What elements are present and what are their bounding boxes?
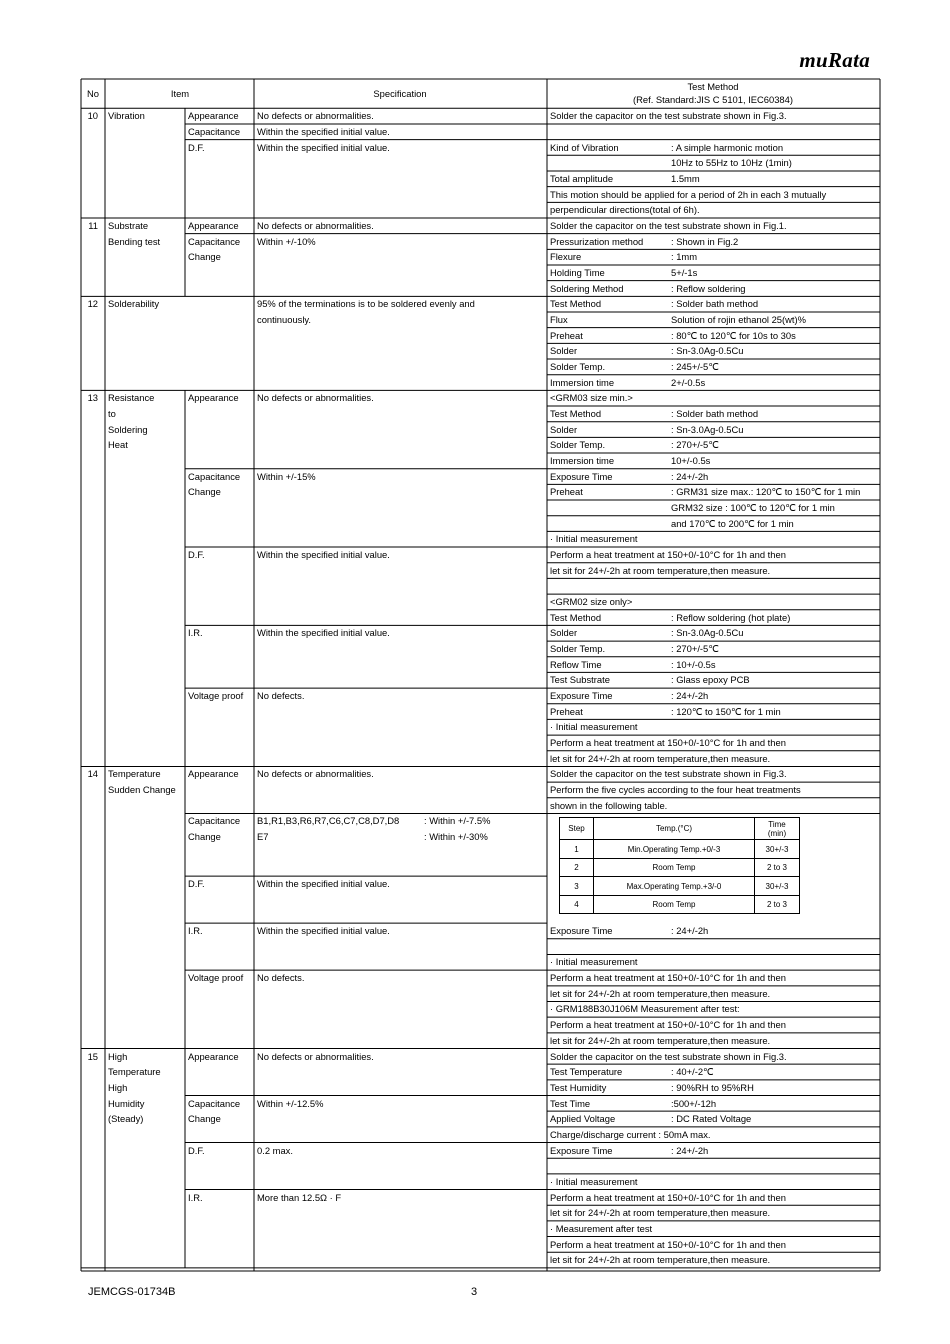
table-cell: 2 to 3 — [755, 858, 800, 877]
subitem-name: Capacitance — [188, 470, 241, 482]
table-cell: 30+/-3 — [755, 877, 800, 896]
item-number: 10 — [87, 110, 98, 122]
spec-text: No defects or abnormalities. — [257, 219, 374, 231]
page-number: 3 — [471, 1286, 478, 1298]
spec-text: Within the specified initial value. — [257, 627, 390, 639]
item-name: Resistance — [108, 392, 155, 404]
spec-text: No defects. — [257, 972, 305, 984]
method-value: : Sn-3.0Ag-0.5Cu — [671, 345, 744, 357]
method-text: let sit for 24+/-2h at room temperature,then measure. — [550, 752, 771, 764]
method-value: : Glass epoxy PCB — [671, 674, 750, 686]
spec-text: Within the specified initial value. — [257, 125, 390, 137]
item-name: (Steady) — [108, 1113, 144, 1125]
method-label: Soldering Method — [550, 282, 624, 294]
method-value: : Solder bath method — [671, 298, 759, 310]
method-text: let sit for 24+/-2h at room temperature,then measure. — [550, 1207, 771, 1219]
method-value: : 1mm — [671, 251, 698, 263]
subitem-name: Capacitance — [188, 815, 241, 827]
method-text: Solder the capacitor on the test substrate shown in Fig.3. — [550, 768, 787, 780]
subitem-name: I.R. — [188, 925, 203, 937]
item-name: Bending test — [108, 235, 161, 247]
method-text: perpendicular directions(total of 6h). — [550, 204, 700, 216]
subitem-name: Appearance — [188, 768, 239, 780]
method-text: Perform a heat treatment at 150+0/-10°C for 1h and then — [550, 1238, 786, 1250]
method-text: · Initial measurement — [550, 721, 638, 733]
spec-text: Within the specified initial value. — [257, 549, 390, 561]
subitem-name: Change — [188, 1113, 221, 1125]
method-text: Perform a heat treatment at 150+0/-10°C for 1h and then — [550, 549, 786, 561]
item-name: Heat — [108, 439, 128, 451]
method-value: 2+/-0.5s — [671, 376, 706, 388]
table-cell: Room Temp — [594, 895, 755, 914]
murata-logo: muRata — [799, 48, 870, 72]
method-value: : Shown in Fig.2 — [671, 235, 739, 247]
method-value: : A simple harmonic motion — [671, 141, 784, 153]
method-label: Test Temperature — [550, 1066, 623, 1078]
subitem-name: Appearance — [188, 110, 239, 122]
item-name: Humidity — [108, 1097, 145, 1109]
method-label: Flux — [550, 314, 568, 325]
method-value: : GRM31 size max.: 120℃ to 150℃ for 1 min — [671, 486, 861, 498]
subitem-name: Change — [188, 486, 221, 498]
method-value: : 24+/-2h — [671, 1144, 709, 1156]
method-value: 5+/-1s — [671, 267, 698, 278]
table-row — [560, 840, 800, 859]
spec-text: Within +/-12.5% — [257, 1097, 324, 1109]
spec-text: Within +/-15% — [257, 470, 316, 482]
method-value: : 270+/-5℃ — [671, 643, 719, 655]
item-name: Temperature — [108, 1066, 161, 1078]
method-label: Exposure Time — [550, 925, 613, 937]
method-text: · Initial measurement — [550, 956, 638, 968]
method-value: : Sn-3.0Ag-0.5Cu — [671, 627, 744, 639]
method-value: : Reflow soldering (hot plate) — [671, 611, 791, 623]
method-text: shown in the following table. — [550, 799, 668, 811]
method-value: : 120℃ to 150℃ for 1 min — [671, 705, 781, 717]
subitem-name: D.F. — [188, 1144, 205, 1156]
method-value: : 80℃ to 120℃ for 10s to 30s — [671, 329, 796, 341]
spec-text: Within the specified initial value. — [257, 141, 390, 153]
method-label: Exposure Time — [550, 690, 613, 702]
method-label: Solder — [550, 423, 578, 435]
method-label: Holding Time — [550, 267, 605, 278]
method-value: 1.5mm — [671, 172, 700, 184]
method-value: : 24+/-2h — [671, 690, 709, 702]
method-value: : 270+/-5℃ — [671, 439, 719, 451]
item-number: 11 — [88, 219, 98, 231]
method-label: Pressurization method — [550, 235, 644, 247]
method-label: Test Time — [550, 1097, 591, 1109]
method-label: Preheat — [550, 486, 583, 498]
method-text: · GRM188B30J106M Measurement after test: — [550, 1003, 740, 1015]
spec-text: No defects or abnormalities. — [257, 110, 374, 122]
subitem-name: Appearance — [188, 219, 239, 231]
spec-text: 95% of the terminations is to be soldered evenly and — [257, 298, 475, 310]
method-value: : Solder bath method — [671, 408, 759, 420]
table-cell: 4 — [560, 895, 594, 914]
subitem-name: Appearance — [188, 1050, 239, 1062]
method-text: Perform a heat treatment at 150+0/-10°C for 1h and then — [550, 1019, 786, 1031]
item-name: High — [108, 1050, 128, 1062]
table-cell: 2 — [560, 858, 594, 877]
item-name: Solderability — [108, 298, 160, 310]
method-label: Solder Temp. — [550, 643, 606, 655]
method-label: Solder — [550, 627, 578, 639]
spec-text: Within +/-10% — [257, 235, 316, 247]
method-text: let sit for 24+/-2h at room temperature,then measure. — [550, 1034, 771, 1046]
method-label: Solder Temp. — [550, 439, 606, 451]
method-label: Exposure Time — [550, 470, 613, 482]
method-value: 10Hz to 55Hz to 10Hz (1min) — [671, 157, 792, 169]
header-method-ref: (Ref. Standard:JIS C 5101, IEC60384) — [633, 94, 793, 105]
table-header-cell: Temp.(°C) — [594, 818, 755, 840]
spec-text: 0.2 max. — [257, 1144, 293, 1156]
item-name: High — [108, 1081, 128, 1093]
method-text: Charge/discharge current : 50mA max. — [550, 1128, 711, 1140]
method-label: Immersion time — [550, 455, 615, 467]
method-label: Test Substrate — [550, 674, 610, 686]
method-label: Test Humidity — [550, 1081, 607, 1093]
method-value: : Reflow soldering — [671, 282, 746, 294]
method-text: let sit for 24+/-2h at room temperature,then measure. — [550, 564, 771, 576]
item-number: 15 — [87, 1050, 98, 1062]
header-method: Test Method — [687, 81, 739, 92]
method-value: GRM32 size : 100℃ to 120℃ for 1 min — [671, 502, 835, 514]
method-text: <GRM03 size min.> — [550, 392, 633, 404]
item-number: 14 — [87, 768, 98, 780]
subitem-name: D.F. — [188, 141, 205, 153]
table-cell: 1 — [560, 840, 594, 859]
table-cell: 3 — [560, 877, 594, 896]
method-label: Preheat — [550, 705, 583, 717]
method-label: Test Method — [550, 298, 602, 310]
subitem-name: Appearance — [188, 392, 239, 404]
method-value: : 10+/-0.5s — [671, 658, 716, 670]
subitem-name: D.F. — [188, 878, 205, 890]
method-value: : 245+/-5℃ — [671, 361, 719, 373]
method-text: Perform a heat treatment at 150+0/-10°C for 1h and then — [550, 737, 786, 749]
spec-text: No defects or abnormalities. — [257, 1050, 374, 1062]
method-text: Perform the five cycles according to the four heat treatments — [550, 784, 801, 796]
header-item: Item — [170, 88, 190, 99]
spec-text: More than 12.5Ω · F — [257, 1191, 342, 1203]
subitem-name: I.R. — [188, 627, 203, 639]
subitem-name: I.R. — [188, 1191, 203, 1203]
spec-text: E7 — [257, 831, 269, 843]
spec-text: No defects or abnormalities. — [257, 768, 374, 780]
spec-text: continuously. — [257, 314, 312, 325]
method-text: let sit for 24+/-2h at room temperature,then measure. — [550, 1254, 771, 1266]
subitem-name: Voltage proof — [188, 972, 244, 984]
method-value: : 90%RH to 95%RH — [671, 1081, 754, 1093]
method-label: Solder — [550, 345, 578, 357]
table-row — [560, 858, 800, 877]
method-value: : DC Rated Voltage — [671, 1113, 752, 1125]
item-name: Vibration — [108, 110, 145, 122]
item-name: Soldering — [108, 423, 148, 435]
method-text: Perform a heat treatment at 150+0/-10°C for 1h and then — [550, 1191, 786, 1203]
method-text: Solder the capacitor on the test substrate shown in Fig.1. — [550, 219, 787, 231]
method-value: Solution of rojin ethanol 25(wt)% — [671, 314, 806, 325]
subitem-name: Voltage proof — [188, 690, 244, 702]
method-label: Reflow Time — [550, 658, 602, 670]
table-cell: Room Temp — [594, 858, 755, 877]
table-cell: Min.Operating Temp.+0/-3 — [594, 840, 755, 859]
spec-text: No defects or abnormalities. — [257, 392, 374, 404]
table-row — [560, 895, 800, 914]
header-spec: Specification — [373, 88, 427, 99]
subitem-name: Capacitance — [188, 1097, 241, 1109]
method-label: Flexure — [550, 251, 582, 263]
method-label: Applied Voltage — [550, 1113, 616, 1125]
table-cell: 2 to 3 — [755, 895, 800, 914]
item-name: to — [108, 408, 116, 420]
table-header-cell: Step — [560, 818, 594, 840]
item-number: 12 — [87, 298, 98, 310]
method-label: Immersion time — [550, 376, 615, 388]
method-value: : 40+/-2℃ — [671, 1066, 714, 1078]
method-text: This motion should be applied for a period of 2h in each 3 mutually — [550, 188, 827, 200]
table-header-cell: Time (min) — [755, 818, 800, 840]
method-value: and 170℃ to 200℃ for 1 min — [671, 517, 794, 529]
method-value: : 24+/-2h — [671, 925, 709, 937]
item-name: Sudden Change — [108, 784, 176, 796]
subitem-name: Change — [188, 251, 221, 263]
item-name: Temperature — [108, 768, 161, 780]
subitem-name: D.F. — [188, 549, 205, 561]
method-label: Kind of Vibration — [550, 141, 619, 153]
item-name: Substrate — [108, 219, 149, 231]
header-no: No — [87, 88, 99, 99]
method-label: Test Method — [550, 611, 602, 623]
spec-text: B1,R1,B3,R6,R7,C6,C7,C8,D7,D8 — [257, 815, 400, 827]
document-id: JEMCGS-01734B — [88, 1286, 176, 1298]
spec-text: No defects. — [257, 690, 305, 702]
method-label: Total amplitude — [550, 172, 614, 184]
spec-text: Within the specified initial value. — [257, 878, 390, 890]
heat-cycle-table — [559, 817, 800, 914]
method-label: Solder Temp. — [550, 361, 606, 373]
spec-text: Within the specified initial value. — [257, 925, 390, 937]
method-text: Perform a heat treatment at 150+0/-10°C for 1h and then — [550, 972, 786, 984]
subitem-name: Change — [188, 831, 221, 843]
subitem-name: Capacitance — [188, 125, 241, 137]
method-text: <GRM02 size only> — [550, 596, 633, 608]
method-value: : Sn-3.0Ag-0.5Cu — [671, 423, 744, 435]
method-text: let sit for 24+/-2h at room temperature,then measure. — [550, 987, 771, 999]
table-cell: Max.Operating Temp.+3/-0 — [594, 877, 755, 896]
method-value: : 24+/-2h — [671, 470, 709, 482]
method-text: · Measurement after test — [550, 1222, 653, 1234]
method-label: Preheat — [550, 329, 583, 341]
method-label: Test Method — [550, 408, 602, 420]
method-text: · Initial measurement — [550, 1175, 638, 1187]
method-text: Solder the capacitor on the test substrate shown in Fig.3. — [550, 1050, 787, 1062]
item-number: 13 — [87, 392, 98, 404]
method-text: Solder the capacitor on the test substrate shown in Fig.3. — [550, 110, 787, 122]
method-value: 10+/-0.5s — [671, 455, 711, 467]
method-value: :500+/-12h — [671, 1097, 717, 1109]
table-row — [560, 877, 800, 896]
spec-value: : Within +/-30% — [424, 831, 488, 843]
subitem-name: Capacitance — [188, 235, 241, 247]
table-cell: 30+/-3 — [755, 840, 800, 859]
spec-value: : Within +/-7.5% — [424, 815, 491, 827]
method-label: Exposure Time — [550, 1144, 613, 1156]
method-text: · Initial measurement — [550, 533, 638, 545]
